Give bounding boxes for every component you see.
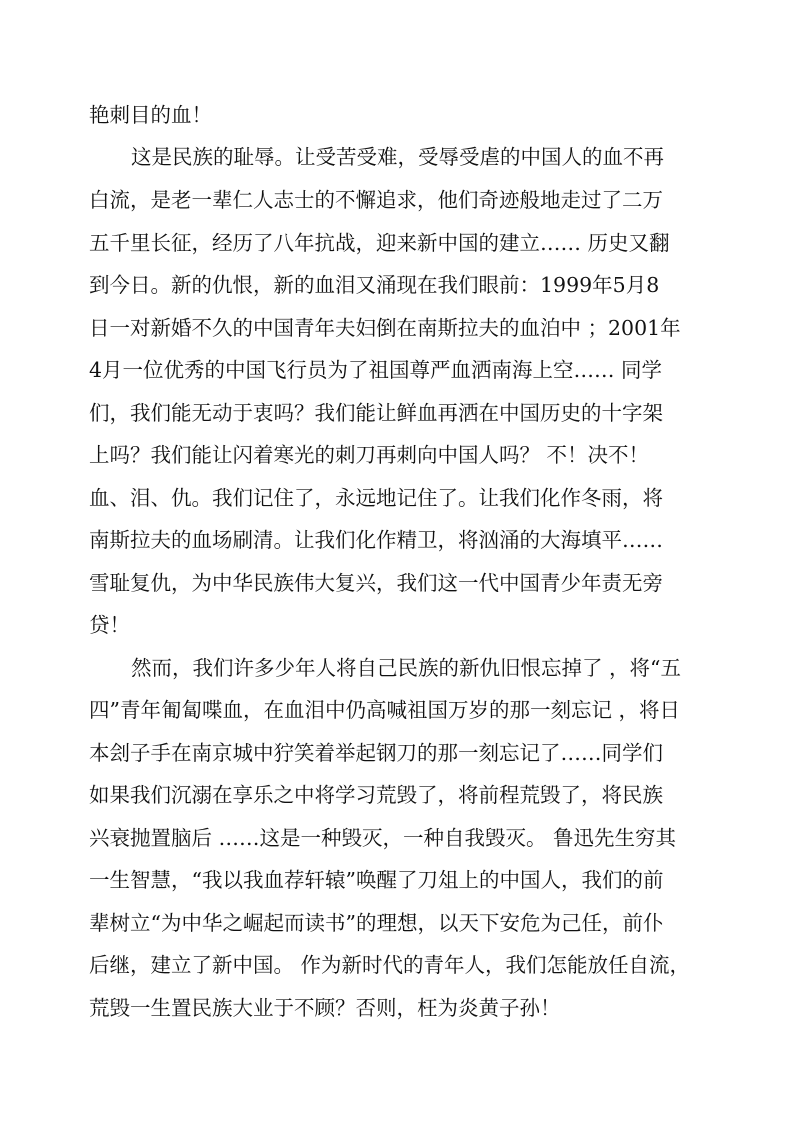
text-line-20: 辈树立“为中华之崛起而读书”的理想，以天下安危为己任，前仆 [89,911,664,935]
text-line-21: 后继，建立了新中国。 作为新时代的青年人，我们怎能放任自流， [89,953,691,977]
text-line-9: 上吗？我们能让闪着寒光的刺刀再刺向中国人吗？ 不！决不！ [89,443,650,467]
text-line-3: 白流，是老一辈仁人志士的不懈追求，他们奇迹般地走过了二万 [89,188,663,212]
text-line-16: 本刽子手在南京城中狞笑着举起钢刀的那一刻忘记了……同学们 [89,741,663,765]
text-line-17: 如果我们沉溺在享乐之中将学习荒毁了，将前程荒毁了，将民族 [89,783,663,807]
text-line-5: 到今日。新的仇恨，新的血泪又涌现在我们眼前：1999年5月8 [89,273,660,297]
text-line-8: 们，我们能无动于衷吗？我们能让鲜血再洒在中国历史的十字架 [89,401,663,425]
text-line-7: 4月一位优秀的中国飞行员为了祖国尊严血洒南海上空…… 同学 [89,358,663,382]
text-line-1: 艳刺目的血！ [89,103,212,127]
text-line-12: 雪耻复仇，为中华民族伟大复兴，我们这一代中国青少年责无旁 [89,571,663,595]
text-line-19: 一生智慧，“我以我血荐轩辕”唤醒了刀俎上的中国人，我们的前 [89,868,664,892]
text-line-10: 血、泪、仇。我们记住了，永远地记住了。让我们化作冬雨，将 [89,486,663,510]
text-line-15: 四”青年匍匐喋血，在血泪中仍高喊祖国万岁的那一刻忘记 ，将日 [89,698,680,722]
text-line-22: 荒毁一生置民族大业于不顾？否则，枉为炎黄子孙！ [89,996,561,1020]
text-line-4: 五千里长征，经历了八年抗战，迎来新中国的建立…… 历史又翻 [89,231,670,255]
text-line-6: 日一对新婚不久的中国青年夫妇倒在南斯拉夫的血泊中 ；2001年 [89,316,681,340]
text-line-18: 兴衰抛置脑后 ……这是一种毁灭，一种自我毁灭。 鲁迅先生穷其 [89,826,677,850]
text-line-2: 这是民族的耻辱。让受苦受难，受辱受虐的中国人的血不再 [131,145,664,169]
text-line-14: 然而，我们许多少年人将自己民族的新仇旧恨忘掉了 ，将“五 [131,656,681,680]
text-line-11: 南斯拉夫的血场刷清。让我们化作精卫，将汹涌的大海填平…… [89,528,663,552]
text-line-13: 贷！ [89,613,130,637]
